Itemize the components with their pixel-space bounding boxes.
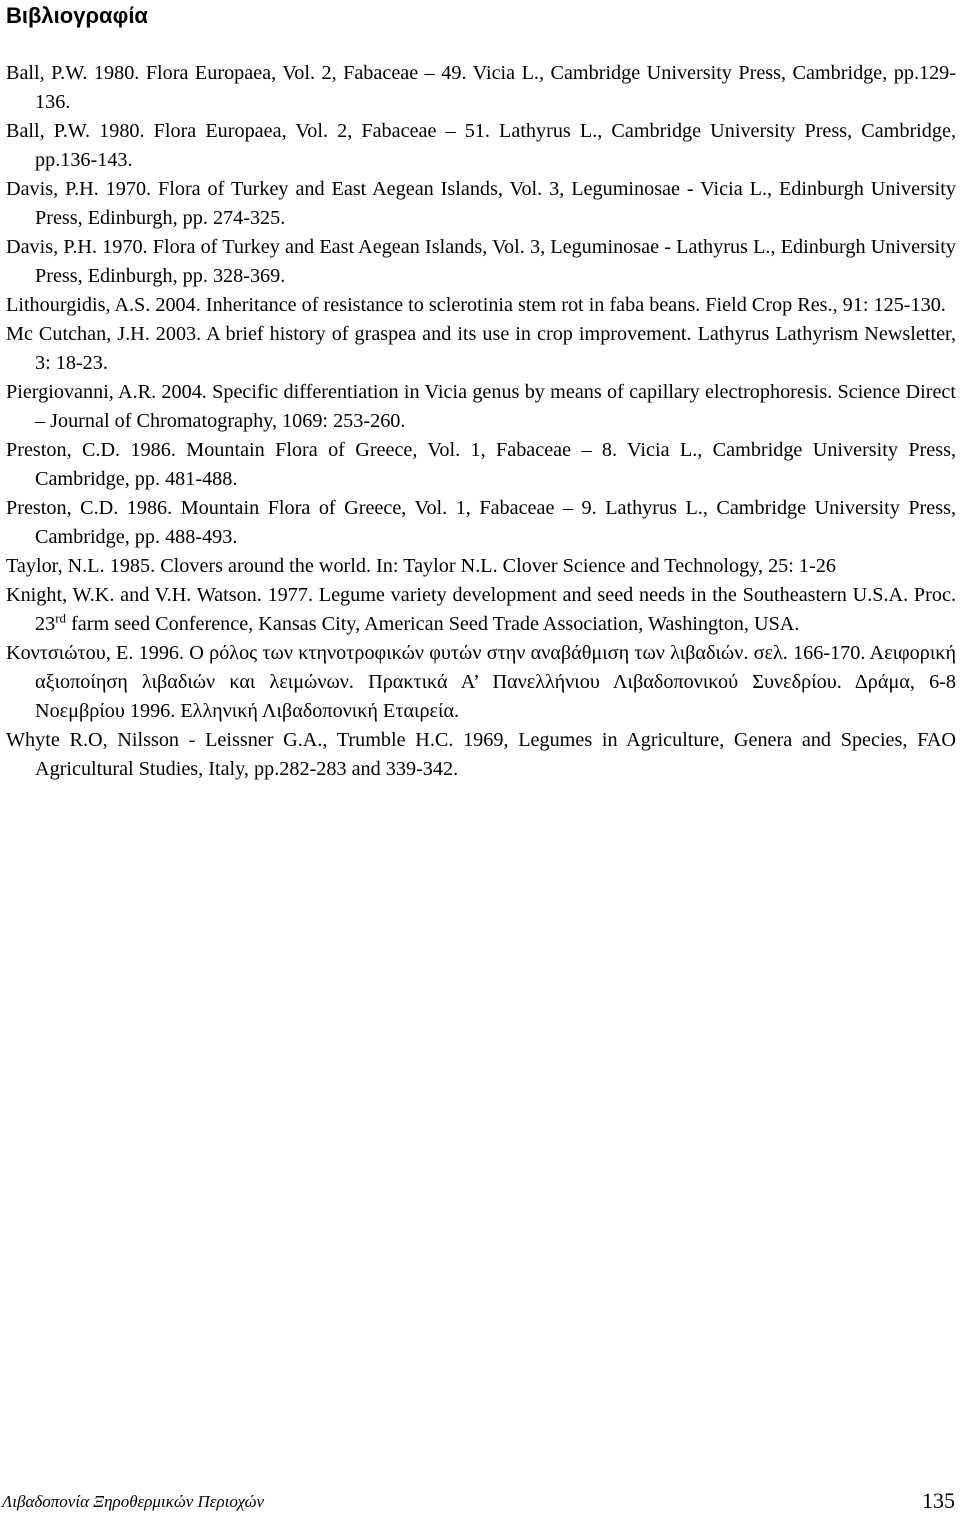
page-title: Βιβλιογραφία bbox=[6, 3, 148, 28]
footer-title: Λιβαδοπονία Ξηροθερμικών Περιοχών bbox=[2, 1492, 265, 1511]
reference-item: Preston, C.D. 1986. Mountain Flora of Greece, Vol. 1, Fabaceae – 8. Vicia L., Cambridge University Press, Cambridge, pp. 481-488. bbox=[6, 439, 956, 490]
reference-item: Davis, P.H. 1970. Flora of Turkey and East Aegean Islands, Vol. 3, Leguminosae - Lathyrus L., Edinburgh University Press, Edinburgh, pp. 328-369. bbox=[6, 236, 956, 287]
ordinal-superscript: rd bbox=[55, 610, 67, 626]
reference-text: Knight, W.K. and V.H. Watson. 1977. Legume variety development and seed needs in the Southeastern U.S.A. Proc. 23 bbox=[6, 584, 956, 635]
reference-item: Piergiovanni, A.R. 2004. Specific differentiation in Vicia genus by means of capillary electrophoresis. Science Direct – Journal of Chromatography, 1069: 253-260. bbox=[6, 381, 956, 432]
reference-item: Taylor, N.L. 1985. Clovers around the world. In: Taylor N.L. Clover Science and Technology, 25: 1-26 bbox=[6, 555, 836, 577]
reference-list bbox=[6, 59, 956, 784]
page-footer bbox=[0, 1488, 960, 1518]
reference-item: Ball, P.W. 1980. Flora Europaea, Vol. 2, Fabaceae – 51. Lathyrus L., Cambridge University Press, Cambridge, pp.136-143. bbox=[6, 120, 956, 171]
reference-item: Ball, P.W. 1980. Flora Europaea, Vol. 2, Fabaceae – 49. Vicia L., Cambridge University Press, Cambridge, pp.129-136. bbox=[6, 62, 956, 113]
reference-item: Preston, C.D. 1986. Mountain Flora of Greece, Vol. 1, Fabaceae – 9. Lathyrus L., Cambridge University Press, Cambridge, pp. 488-493. bbox=[6, 497, 956, 548]
page-number: 135 bbox=[922, 1488, 955, 1513]
reference-item bbox=[6, 581, 956, 639]
reference-item: Whyte R.O, Nilsson - Leissner G.A., Trumble H.C. 1969, Legumes in Agriculture, Genera and Species, FAO Agricultural Studies, Italy, pp.282-283 and 339-342. bbox=[6, 729, 956, 780]
reference-item: Lithourgidis, A.S. 2004. Inheritance of resistance to sclerotinia stem rot in faba beans. Field Crop Res., 91: 125-130. bbox=[6, 294, 946, 316]
reference-item: Davis, P.H. 1970. Flora of Turkey and East Aegean Islands, Vol. 3, Leguminosae - Vicia L., Edinburgh University Press, Edinburgh, pp. 274-325. bbox=[6, 178, 956, 229]
reference-item: Κοντσιώτου, Ε. 1996. Ο ρόλος των κτηνοτροφικών φυτών στην αναβάθμιση των λιβαδιών. σελ. 166-170. Αειφορική αξιοποίηση λιβαδιών και λειμώνων. Πρακτικά Α’ Πανελλήνιου Λιβαδοπονικού Συνεδρίου. Δράμα, 6-8 Νοεμβρίου 1996. Ελληνική Λιβαδοπονική Εταιρεία. bbox=[6, 642, 956, 722]
reference-item: Mc Cutchan, J.H. 2003. A brief history of graspea and its use in crop improvement. Lathyrus Lathyrism Newsletter, 3: 18-23. bbox=[6, 323, 956, 374]
reference-text: farm seed Conference, Kansas City, American Seed Trade Association, Washington, USA. bbox=[66, 613, 800, 635]
